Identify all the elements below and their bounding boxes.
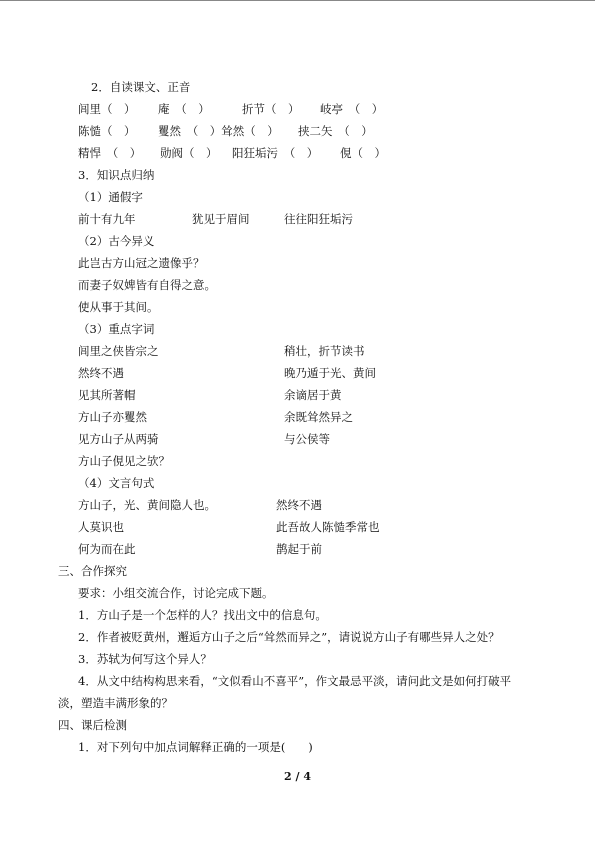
page-top-border	[0, 0, 595, 1]
phrase-item: 与公侯等	[284, 432, 330, 446]
question-item: 1．方山子是一个怎样的人？找出文中的信息句。	[78, 608, 327, 622]
phrase-item: 余谪居于黄	[284, 388, 342, 402]
pronunciation-item: 阳狂垢污 （ ）	[232, 146, 319, 160]
phrase-item: 而妻子奴婢皆有自得之意。	[78, 278, 216, 292]
pronunciation-item: 闾里（ ）	[78, 102, 136, 116]
subheading-tongjiazi: （1）通假字	[78, 190, 143, 204]
question-item-continued: 淡，塑造丰满形象的？	[58, 696, 173, 710]
question-item: 1．对下列句中加点词解释正确的一项是( )	[78, 740, 313, 754]
phrase-item: 前十有九年	[78, 212, 136, 226]
pronunciation-item: 俔（ ）	[340, 146, 386, 160]
phrase-item: 此吾故人陈慥季常也	[276, 520, 380, 534]
part-heading-cooperative-inquiry: 三、合作探究	[58, 564, 127, 578]
question-item: 4．从文中结构构思来看，“文似看山不喜平”，作文最忌平淡，请问此文是如何打破平	[78, 674, 512, 688]
page-number: 2 / 4	[284, 770, 311, 783]
requirement-text: 要求：小组交流合作，讨论完成下题。	[78, 586, 274, 600]
phrase-item: 方山子，光、黄间隐人也。	[78, 498, 216, 512]
phrase-item: 然终不遇	[276, 498, 322, 512]
phrase-item: 余既耸然异之	[284, 410, 353, 424]
question-item: 3．苏轼为何写这个异人？	[78, 652, 212, 666]
subheading-gujin-yiyi: （2）古今异义	[78, 234, 155, 248]
part-heading-after-class-test: 四、课后检测	[58, 718, 127, 732]
phrase-item: 何为而在此	[78, 542, 136, 556]
subheading-sentence-patterns: （4）文言句式	[78, 476, 155, 490]
phrase-item: 方山子亦矍然	[78, 410, 147, 424]
pronunciation-item: 折节（ ）	[242, 102, 300, 116]
pronunciation-item: 矍然 （ ）耸然（ ）	[158, 124, 279, 138]
pronunciation-item: 岐亭 （ ）	[320, 102, 384, 116]
section-heading-reading: 2．自读课文、正音	[91, 80, 191, 94]
pronunciation-item: 精悍 （ ）	[78, 146, 142, 160]
phrase-item: 晚乃遁于光、黄间	[284, 366, 376, 380]
phrase-item: 然终不遇	[78, 366, 124, 380]
pronunciation-item: 勋阀（ ）	[160, 146, 218, 160]
section-heading-knowledge: 3．知识点归纳	[78, 168, 155, 182]
phrase-item: 人莫识也	[78, 520, 124, 534]
pronunciation-item: 庵 （ ）	[158, 102, 210, 116]
phrase-item: 稍壮，折节读书	[284, 344, 365, 358]
phrase-item: 鹊起于前	[276, 542, 322, 556]
phrase-item: 此岂古方山冠之遗像乎？	[78, 256, 205, 270]
phrase-item: 见方山子从两骑	[78, 432, 159, 446]
question-item: 2．作者被贬黄州，邂逅方山子之后“耸然而异之”，请说说方山子有哪些异人之处？	[78, 630, 500, 644]
phrase-item: 见其所著帽	[78, 388, 136, 402]
pronunciation-item: 挟二矢 （ ）	[298, 124, 373, 138]
phrase-item: 闾里之侠皆宗之	[78, 344, 159, 358]
phrase-item: 使从事于其间。	[78, 300, 159, 314]
pronunciation-item: 陈慥（ ）	[78, 124, 136, 138]
phrase-item: 往往阳狂垢污	[284, 212, 353, 226]
phrase-item: 犹见于眉间	[192, 212, 250, 226]
phrase-item: 方山子俔见之欤？	[78, 454, 170, 468]
subheading-key-words: （3）重点字词	[78, 322, 155, 336]
